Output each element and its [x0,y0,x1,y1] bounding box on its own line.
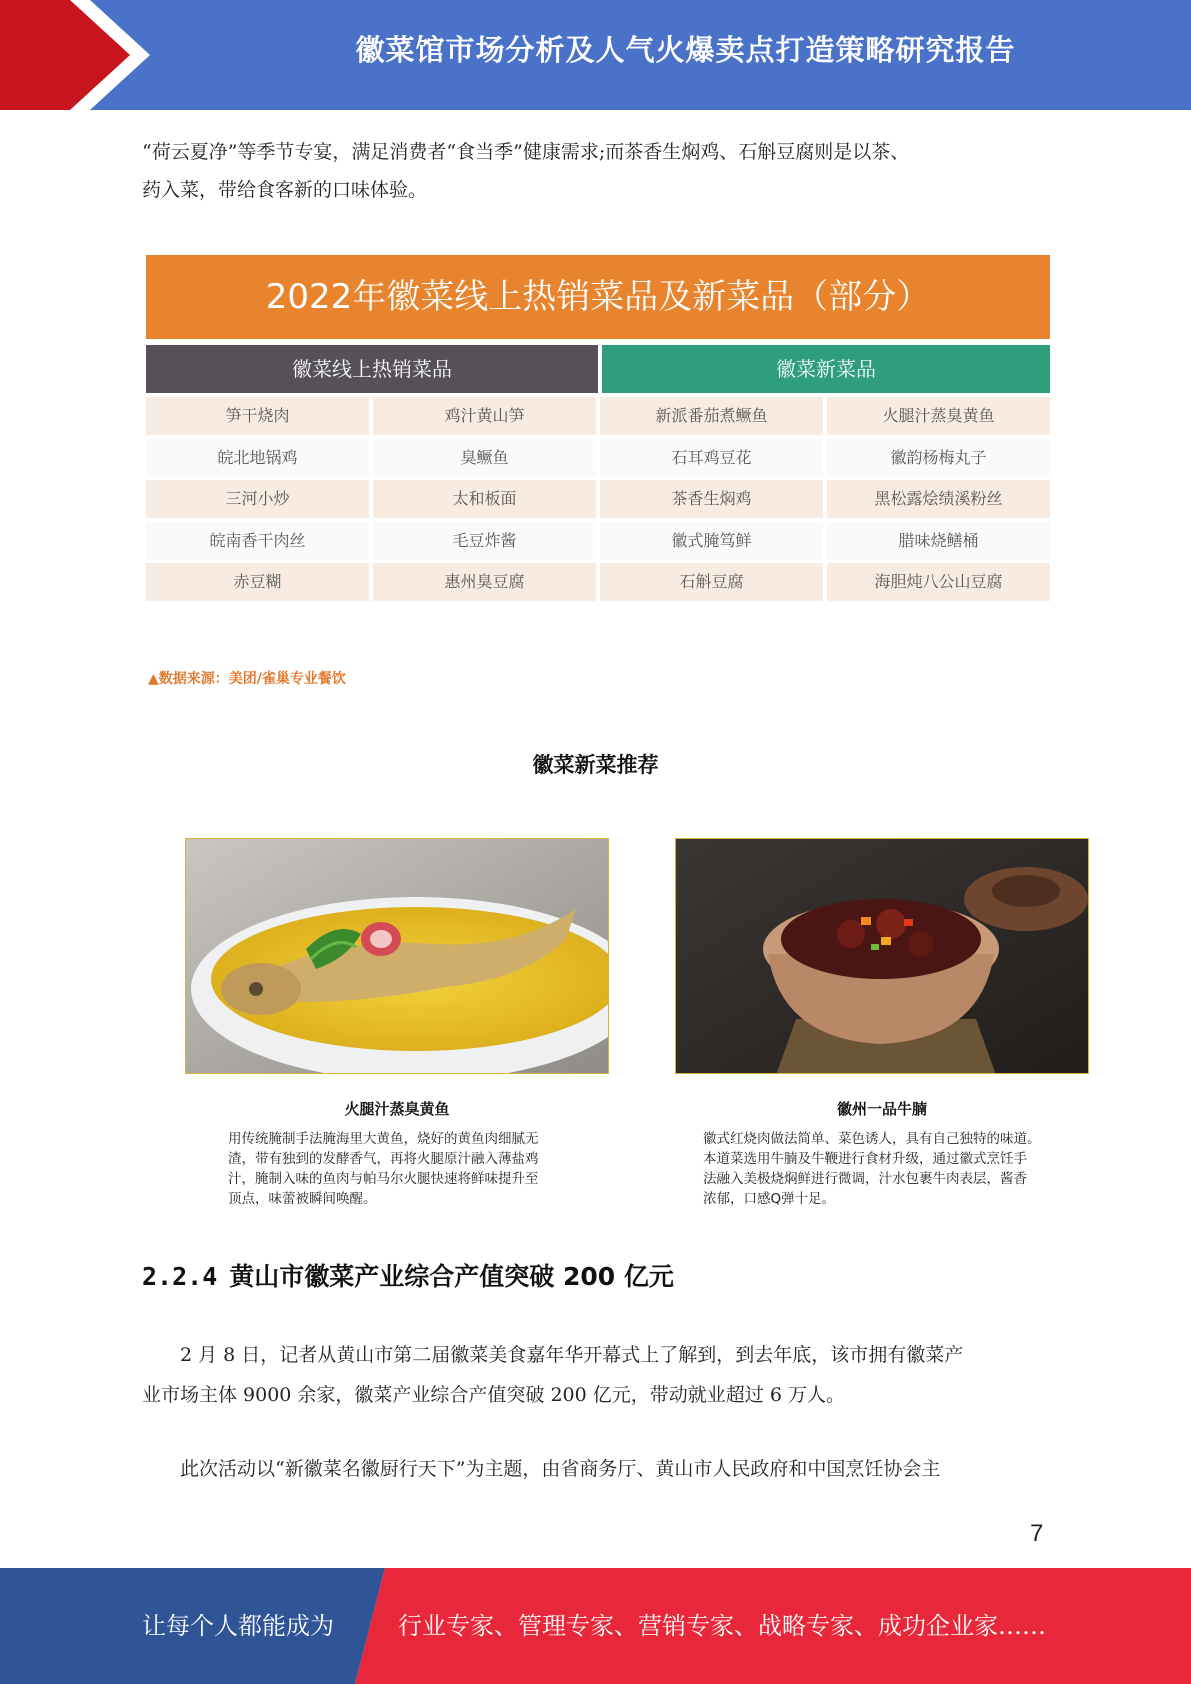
page-header [0,0,1191,110]
table-row [146,397,1050,435]
section-number: 2.2.4 [142,1262,218,1291]
table-row [146,439,1050,477]
table-cell: 毛豆炸酱 [373,522,596,560]
table-cell: 新派番茄煮鳜鱼 [600,397,823,435]
table-cell: 三河小炒 [146,480,369,518]
dish2-desc-line: 徽式红烧肉做法简单、菜色诱人，具有自己独特的味道。 [703,1131,1041,1147]
table-cell: 火腿汁蒸臭黄鱼 [827,397,1050,435]
table-title: 2022年徽菜线上热销菜品及新菜品（部分） [146,255,1050,339]
fish-dish-illustration [186,839,609,1074]
body-paragraph-1 [142,1336,1052,1374]
data-source-note: ▲数据来源：美团/雀巢专业餐饮 [148,671,346,687]
table-header-new: 徽菜新菜品 [602,345,1050,393]
table-row [146,522,1050,560]
table-cell: 鸡汁黄山笋 [373,397,596,435]
table-header-hot: 徽菜线上热销菜品 [146,345,598,393]
table-cell: 腊味烧鳝桶 [827,522,1050,560]
body-paragraph-1-cont [142,1376,1042,1414]
table-cell: 徽韵杨梅丸子 [827,439,1050,477]
dish1-desc-line: 渣，带有独到的发酵香气，再将火腿原汁融入薄盐鸡 [228,1151,539,1167]
page-footer [0,1568,1191,1684]
dish1-desc-line: 顶点，味蕾被瞬间唤醒。 [228,1191,377,1207]
table-cell: 海胆炖八公山豆腐 [827,563,1050,601]
table-cell: 茶香生焖鸡 [600,480,823,518]
table-cell: 臭鳜鱼 [373,439,596,477]
dish2-desc-line: 法融入美极烧焖鲜进行微调，汁水包裹牛肉表层，酱香 [703,1171,1027,1187]
intro-line-2: 药入菜，带给食客新的口味体验。 [142,179,428,201]
table-cell: 惠州臭豆腐 [373,563,596,601]
body-p2-line-1: 此次活动以“新徽菜名徽厨行天下”为主题，由省商务厅、黄山市人民政府和中国烹饪协会主 [180,1458,941,1480]
dish2-description [703,1129,1093,1209]
table-cell: 太和板面 [373,480,596,518]
dish1-description [228,1129,598,1209]
body-paragraph-2 [142,1450,1052,1488]
table-cell: 赤豆糊 [146,563,369,601]
dish2-desc-line: 浓郁，口感Q弹十足。 [703,1191,836,1207]
dish2-desc-line: 本道菜选用牛腩及牛鞭进行食材升级，通过徽式烹饪手 [703,1151,1027,1167]
page-number: 7 [1030,1520,1044,1547]
table-row [146,480,1050,518]
intro-paragraph [142,133,1042,209]
recommend-heading: 徽菜新菜推荐 [532,753,659,777]
table-cell: 徽式腌笃鲜 [600,522,823,560]
beef-dish-photo [675,838,1089,1074]
body-p1-line-1: 2 月 8 日，记者从黄山市第二届徽菜美食嘉年华开幕式上了解到，到去年底，该市拥有徽菜产 [180,1344,964,1366]
table-cell: 黑松露烩绩溪粉丝 [827,480,1050,518]
fish-dish-photo [185,838,609,1074]
dish1-desc-line: 用传统腌制手法腌海里大黄鱼，烧好的黄鱼肉细腻无 [228,1131,539,1147]
footer-slogan-right: 行业专家、管理专家、营销专家、战略专家、成功企业家…… [398,1612,1046,1640]
table-cell: 石耳鸡豆花 [600,439,823,477]
beef-dish-illustration [676,839,1089,1074]
body-p1-line-2: 业市场主体 9000 余家，徽菜产业综合产值突破 200 亿元，带动就业超过 6 万人。 [142,1384,845,1406]
dish1-desc-line: 汁，腌制入味的鱼肉与帕马尔火腿快速将鲜味提升至 [228,1171,539,1187]
dish2-name: 徽州一品牛腩 [836,1100,927,1118]
section-heading [142,1257,674,1293]
table-cell: 笋干烧肉 [146,397,369,435]
table-row [146,563,1050,601]
table-cell: 皖北地锅鸡 [146,439,369,477]
section-title: 黄山市徽菜产业综合产值突破 200 亿元 [229,1262,674,1291]
dishes-table [146,255,1050,607]
footer-slogan-left: 让每个人都能成为 [142,1612,334,1640]
table-cell: 石斛豆腐 [600,563,823,601]
dish1-name: 火腿汁蒸臭黄鱼 [344,1100,450,1118]
table-cell: 皖南香干肉丝 [146,522,369,560]
intro-line-1: “荷云夏净”等季节专宴，满足消费者“食当季”健康需求;而茶香生焖鸡、石斛豆腐则是以茶、 [142,141,910,163]
report-title: 徽菜馆市场分析及人气火爆卖点打造策略研究报告 [355,33,1016,67]
